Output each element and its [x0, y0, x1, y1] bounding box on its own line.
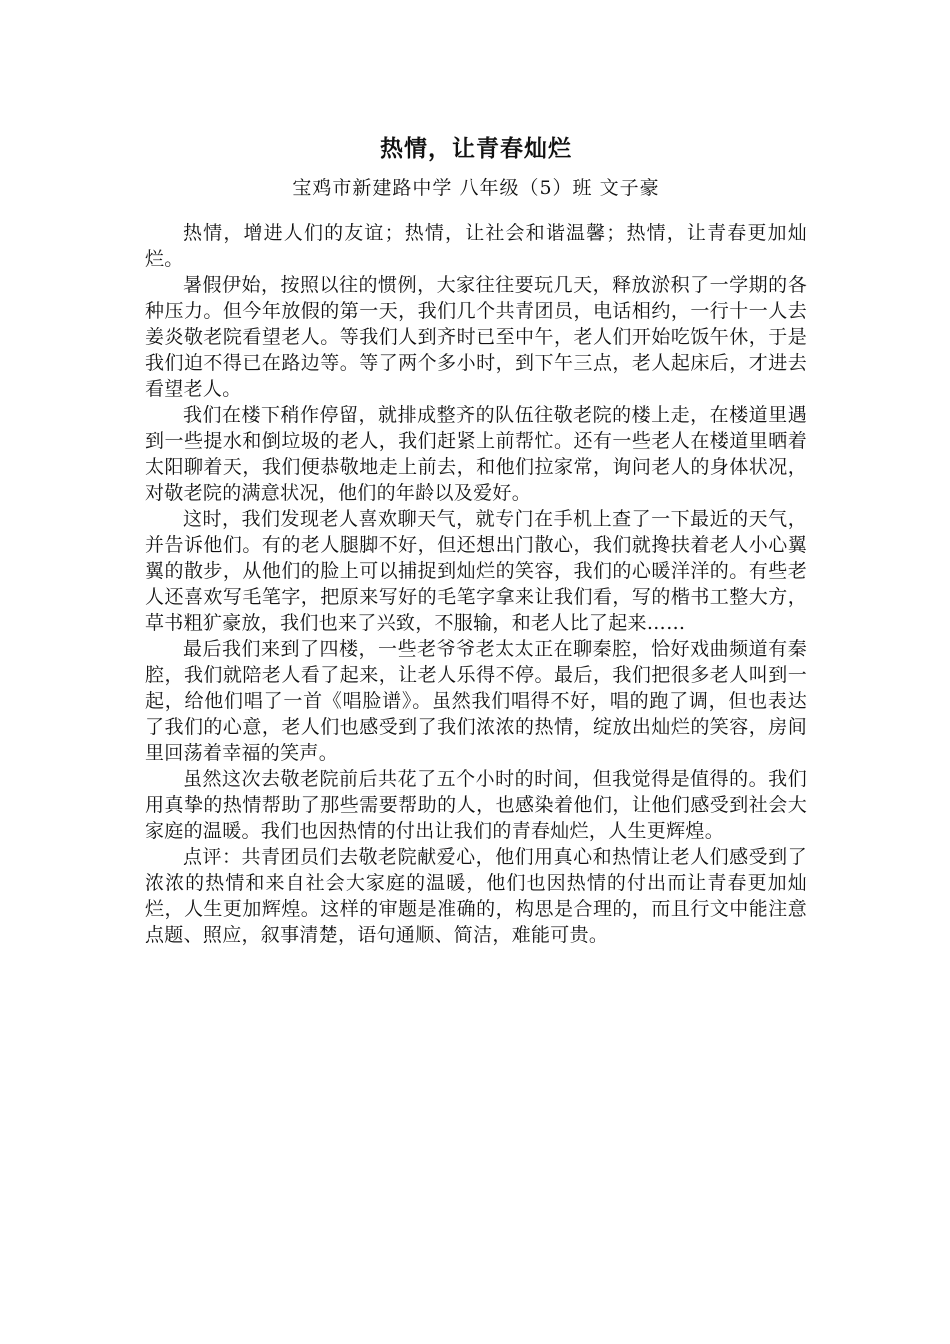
- paragraph-weather-calligraphy: 这时，我们发现老人喜欢聊天气，就专门在手机上查了一下最近的天气，并告诉他们。有的老人腿脚不好，但还想出门散心，我们就搀扶着老人小心翼翼的散步，从他们的脸上可以捕捉到灿烂的笑容，我们的心暖洋洋的。有些老人还喜欢写毛笔字，把原来写好的毛笔字拿来让我们看，写的楷书工整大方，草书粗犷豪放，我们也来了兴致，不服输，和老人比了起来……: [145, 508, 807, 634]
- paragraph-qinqiang-singing: 最后我们来到了四楼，一些老爷爷老太太正在聊秦腔，恰好戏曲频道有秦腔，我们就陪老人看了起来，让老人乐得不停。最后，我们把很多老人叫到一起，给他们唱了一首《唱脸谱》。虽然我们唱得不好，唱的跑了调，但也表达了我们的心意，老人们也感受到了我们浓浓的热情，绽放出灿烂的笑容，房间里回荡着幸福的笑声。: [145, 638, 807, 764]
- paragraph-intro: 热情，增进人们的友谊；热情，让社会和谐温馨；热情，让青春更加灿烂。: [145, 222, 807, 270]
- article-title: 热情，让青春灿烂: [380, 135, 572, 162]
- paragraph-commentary: 点评：共青团员们去敬老院献爱心，他们用真心和热情让老人们感受到了浓浓的热情和来自社会大家庭的温暖，他们也因热情的付出而让青春更加灿烂，人生更加辉煌。这样的审题是准确的，构思是合理的，而且行文中能注意点题、照应，叙事清楚，语句通顺、简洁，难能可贵。: [145, 846, 807, 946]
- paragraph-stairway-help: 我们在楼下稍作停留，就排成整齐的队伍往敬老院的楼上走，在楼道里遇到一些提水和倒垃圾的老人，我们赶紧上前帮忙。还有一些老人在楼道里晒着太阳聊着天，我们便恭敬地走上前去，和他们拉家常，询问老人的身体状况，对敬老院的满意状况，他们的年龄以及爱好。: [145, 404, 807, 504]
- paragraph-reflection: 虽然这次去敬老院前后共花了五个小时的时间，但我觉得是值得的。我们用真挚的热情帮助了那些需要帮助的人，也感染着他们，让他们感受到社会大家庭的温暖。我们也因热情的付出让我们的青春灿烂，人生更辉煌。: [145, 768, 807, 842]
- paragraph-summer-visit: 暑假伊始，按照以往的惯例，大家往往要玩几天，释放淤积了一学期的各种压力。但今年放假的第一天，我们几个共青团员，电话相约，一行十一人去姜炎敬老院看望老人。等我们人到齐时已至中午，老人们开始吃饭午休，于是我们迫不得已在路边等。等了两个多小时，到下午三点，老人起床后，才进去看望老人。: [145, 274, 807, 400]
- article-body: [145, 130, 807, 948]
- author-byline: 宝鸡市新建路中学 八年级（5）班 文子豪: [292, 177, 660, 199]
